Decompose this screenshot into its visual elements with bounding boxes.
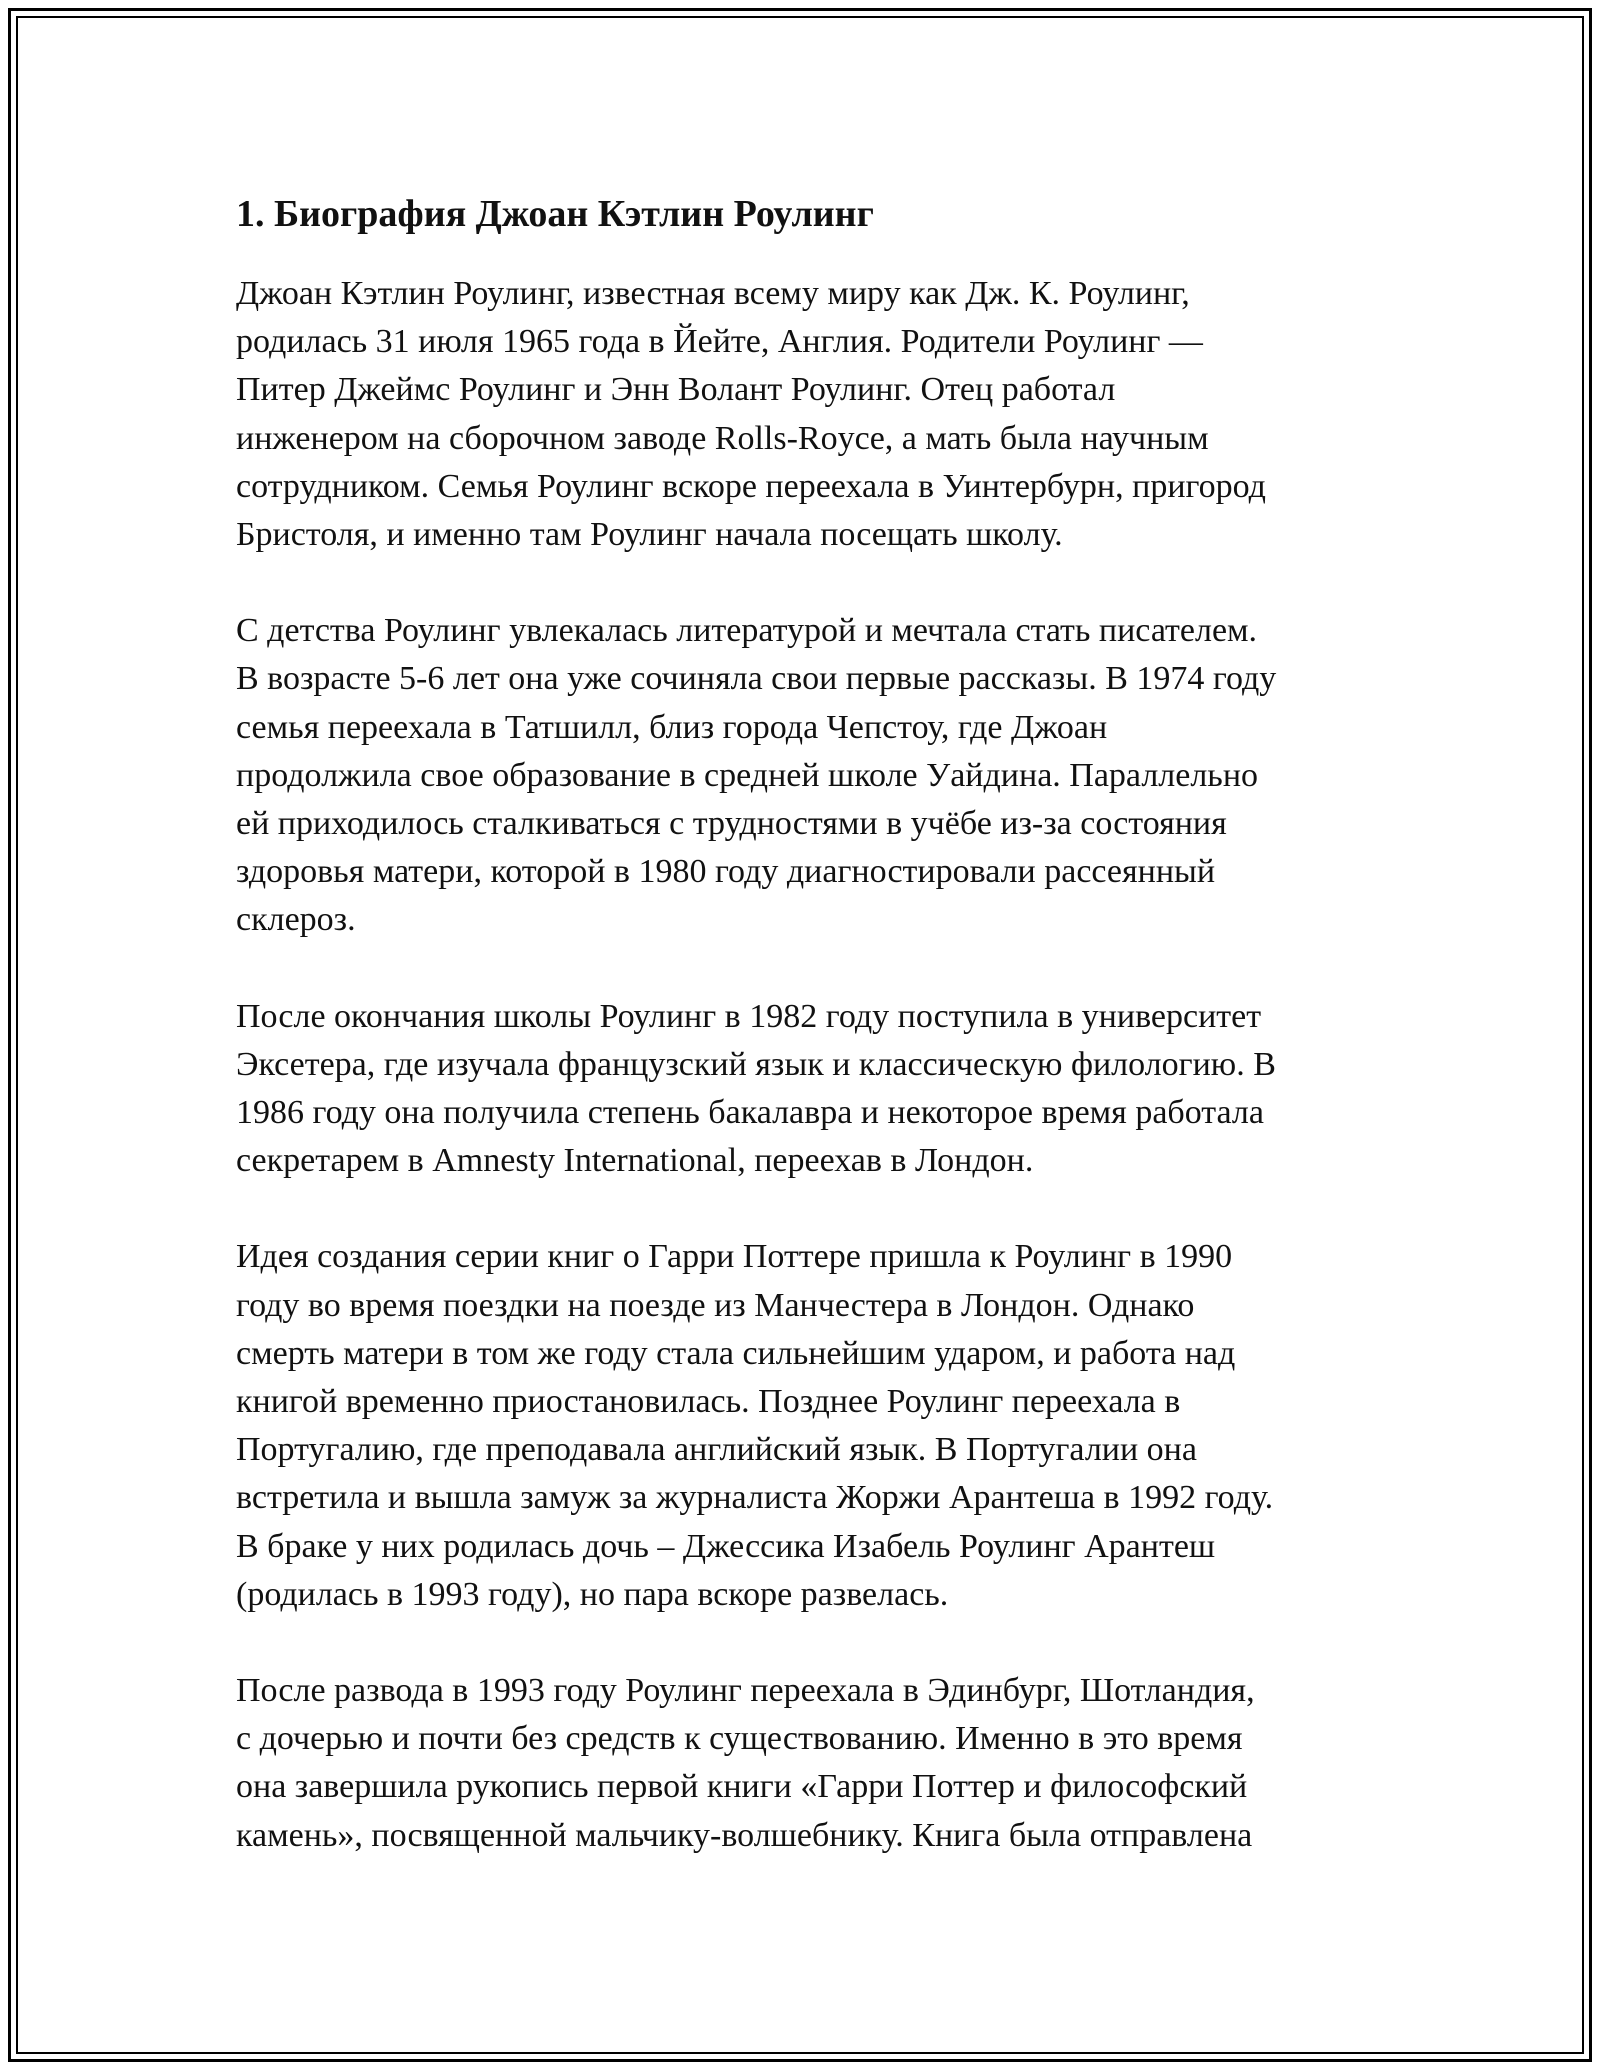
paragraph-4 (236, 1233, 1376, 1619)
paragraph-2 (236, 607, 1376, 944)
paragraph-line: году во время поездки на поезде из Манчестера в Лондон. Однако (236, 1286, 1195, 1324)
paragraph-line: Питер Джеймс Роулинг и Энн Волант Роулинг. Отец работал (236, 371, 1116, 409)
paragraph-line: В браке у них родилась дочь – Джессика Изабель Роулинг Арантеш (236, 1527, 1216, 1565)
paragraph-5 (236, 1667, 1376, 1860)
paragraph-line: Идея создания серии книг о Гарри Поттере пришла к Роулинг в 1990 (236, 1238, 1233, 1276)
paragraph-line: с дочерью и почти без средств к существованию. Именно в это время (236, 1720, 1243, 1758)
paragraph-line: секретарем в Amnesty International, переехав в Лондон. (236, 1142, 1034, 1180)
paragraph-line: сотрудником. Семья Роулинг вскоре переехала в Уинтербурн, пригород (236, 467, 1266, 505)
paragraph-line: инженером на сборочном заводе Rolls-Royce, а мать была научным (236, 419, 1209, 457)
paragraph-line: Эксетера, где изучала французский язык и классическую филологию. В (236, 1045, 1276, 1083)
paragraph-line: она завершила рукопись первой книги «Гарри Поттер и философский (236, 1768, 1248, 1806)
paragraph-line: семья переехала в Татшилл, близ города Чепстоу, где Джоан (236, 708, 1108, 746)
document-body (236, 186, 1376, 1908)
paragraph-line: книгой временно приостановилась. Позднее Роулинг переехала в (236, 1383, 1181, 1421)
paragraph-line: 1986 году она получила степень бакалавра и некоторое время работала (236, 1094, 1264, 1132)
paragraph-line: После развода в 1993 году Роулинг переехала в Эдинбург, Шотландия, (236, 1672, 1255, 1710)
paragraph-line: камень», посвященной мальчику-волшебнику. Книга была отправлена (236, 1816, 1253, 1854)
section-title: 1. Биография Джоан Кэтлин Роулинг (236, 193, 874, 235)
paragraph-line: склероз. (236, 901, 356, 939)
paragraph-line: встретила и вышла замуж за журналиста Жоржи Арантеша в 1992 году. (236, 1479, 1274, 1517)
paragraph-line: смерть матери в том же году стала сильнейшим ударом, и работа над (236, 1334, 1236, 1372)
paragraph-line: (родилась в 1993 году), но пара вскоре развелась. (236, 1575, 949, 1613)
paragraph-line: Джоан Кэтлин Роулинг, известная всему миру как Дж. К. Роулинг, (236, 275, 1190, 312)
paragraph-line: После окончания школы Роулинг в 1982 году поступила в университет (236, 997, 1262, 1035)
paragraph-3 (236, 993, 1376, 1186)
paragraph-line: Бристоля, и именно там Роулинг начала посещать школу. (236, 516, 1063, 554)
paragraph-line: здоровья матери, которой в 1980 году диагностировали рассеянный (236, 853, 1216, 891)
paragraph-line: Португалию, где преподавала английский язык. В Португалии она (236, 1431, 1197, 1469)
paragraph-line: продолжила свое образование в средней школе Уайдина. Параллельно (236, 756, 1259, 794)
paragraph-line: ей приходилось сталкиваться с трудностями в учёбе из-за состояния (236, 805, 1227, 843)
paragraph-line: С детства Роулинг увлекалась литературой и мечтала стать писателем. (236, 612, 1258, 650)
paragraph-1 (236, 270, 1376, 559)
paragraph-line: В возрасте 5-6 лет она уже сочиняла свои первые рассказы. В 1974 году (236, 660, 1277, 698)
paragraph-line: родилась 31 июля 1965 года в Йейте, Англия. Родители Роулинг — (236, 323, 1203, 361)
